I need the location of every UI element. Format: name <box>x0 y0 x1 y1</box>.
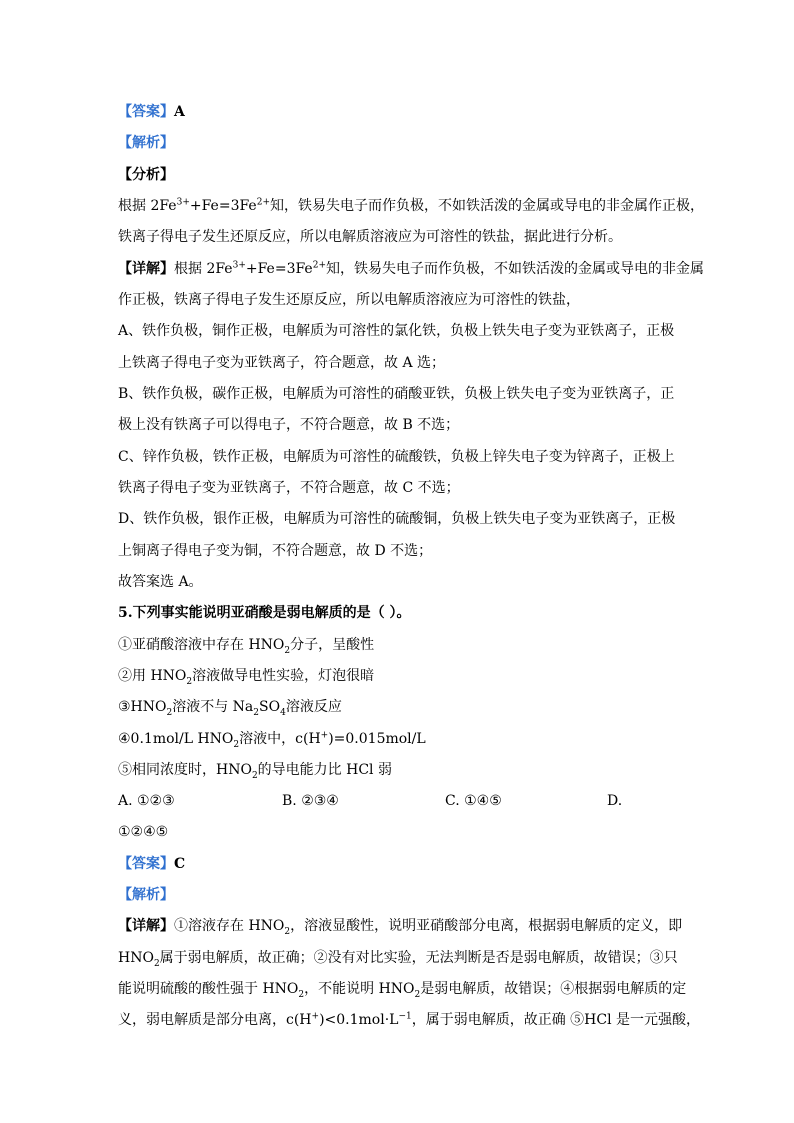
q5-stem: 5.下列事实能说明亚硝酸是弱电解质的是（ ）。 <box>118 605 411 621</box>
subscript: 2 <box>166 707 173 718</box>
text-fragment: 根据 2Fe <box>118 198 177 214</box>
subscript: 2 <box>414 989 421 1000</box>
answer-value: C <box>174 856 186 872</box>
text-fragment: +Fe=3Fe <box>245 261 313 277</box>
q5-statement-5 <box>118 761 392 779</box>
q4-fenxi-text-2: 铁离子得电子发生还原反应，所以电解质溶液应为可溶性的铁盐，据此进行分析。 <box>118 229 622 245</box>
q4-option-a-line-2: 上铁离子得电子变为亚铁离子，符合题意，故 A 选； <box>118 355 446 371</box>
q4-option-c-line-1: C、锌作负极，铁作正极，电解质为可溶性的硫酸铁，负极上锌失电子变为锌离子，正极上 <box>118 449 675 465</box>
q4-analysis-line <box>118 134 174 152</box>
text-fragment: ，属于弱电解质，故正确 ⑤HCl 是一元强酸， <box>411 1012 701 1028</box>
text-fragment: ①亚硝酸溶液中存在 HNO <box>118 637 285 653</box>
q4-detail-text-2: 作正极，铁离子得电子发生还原反应，所以电解质溶液应为可溶性的铁盐， <box>118 292 580 308</box>
q5-option-b: B. ②③④ <box>282 793 339 809</box>
text-fragment: ③HNO <box>118 699 167 715</box>
superscript: + <box>320 730 329 741</box>
analysis-tag: 【解析】 <box>118 887 174 903</box>
q4-detail-text-1 <box>118 260 704 278</box>
q5-option-d: D. <box>607 793 623 809</box>
subscript: 2 <box>251 770 258 781</box>
subscript: 4 <box>280 707 286 718</box>
text-fragment: 知，铁易失电子而作负极，不如铁活泼的金属或导电的非金属 <box>326 261 704 277</box>
q5-detail-text-4 <box>118 1011 700 1029</box>
q5-statement-3 <box>118 698 342 716</box>
text-fragment: 溶液不与 Na <box>172 699 254 715</box>
q4-option-d-line-2: 上铜离子得电子变为铜，不符合题意，故 D 不选； <box>118 543 433 559</box>
text-fragment: ①溶液存在 HNO <box>174 918 285 934</box>
subscript: 2 <box>284 926 291 937</box>
text-fragment: )=0.015mol/L <box>328 731 426 747</box>
q5-option-c: C. ①④⑤ <box>445 793 502 809</box>
text-fragment: +Fe=3Fe <box>189 198 257 214</box>
text-fragment: ②用 HNO <box>118 668 187 684</box>
fenxi-tag: 【分析】 <box>118 167 174 183</box>
q5-statement-2 <box>118 667 374 685</box>
text-fragment: )<0.1mol·L <box>319 1012 399 1028</box>
text-fragment: 溶液反应 <box>285 699 342 715</box>
text-fragment: 溶液做导电性实验，灯泡很暗 <box>192 668 375 684</box>
text-fragment: 知，铁易失电子而作负极，不如铁活泼的金属或导电的非金属作正极， <box>270 198 704 214</box>
text-fragment: 根据 2Fe <box>174 261 233 277</box>
text-fragment: 溶液中，c(H <box>239 731 321 747</box>
q5-detail-text-1 <box>118 917 682 935</box>
q4-option-a-line-1: A、铁作负极，铜作正极，电解质为可溶性的氯化铁，负极上铁失电子变为亚铁离子，正极 <box>118 323 675 339</box>
text-fragment: 义，弱电解质是部分电离，c(H <box>118 1012 312 1028</box>
subscript: 2 <box>298 989 305 1000</box>
answer-tag: 【答案】 <box>118 104 174 120</box>
answer-tag: 【答案】 <box>118 856 174 872</box>
q5-statement-4 <box>118 730 426 748</box>
q4-option-b-line-2: 极上没有铁离子可以得电子，不符合题意，故 B 不选； <box>118 417 460 433</box>
text-fragment: 是弱电解质，故错误；④根据弱电解质的定 <box>420 981 687 997</box>
superscript: −1 <box>398 1011 412 1022</box>
subscript: 2 <box>253 707 260 718</box>
detail-tag: 【详解】 <box>118 918 174 934</box>
q4-fenxi-text-1 <box>118 197 704 215</box>
text-fragment: ，溶液显酸性，说明亚硝酸部分电离，根据弱电解质的定义，即 <box>290 918 683 934</box>
q5-option-d-continued: ①②④⑤ <box>118 824 169 840</box>
text-fragment: ⑤相同浓度时，HNO <box>118 762 252 778</box>
subscript: 2 <box>153 958 160 969</box>
detail-tag: 【详解】 <box>118 261 174 277</box>
text-fragment: 属于弱电解质，故正确；②没有对比实验，无法判断是否是弱电解质，故错误；③只 <box>159 950 678 966</box>
text-fragment: 分子，呈酸性 <box>290 637 375 653</box>
q5-analysis-line <box>118 886 174 904</box>
answer-value: A <box>174 104 185 120</box>
subscript: 2 <box>284 645 291 656</box>
superscript: 3+ <box>176 197 190 208</box>
text-fragment: ④0.1mol/L HNO <box>118 731 234 747</box>
q5-statement-1 <box>118 636 374 654</box>
subscript: 2 <box>233 739 240 750</box>
superscript: 2+ <box>256 197 270 208</box>
text-fragment: 能说明硫酸的酸性强于 HNO <box>118 981 299 997</box>
text-fragment: ，不能说明 HNO <box>304 981 415 997</box>
text-fragment: SO <box>259 699 281 715</box>
superscript: + <box>311 1011 320 1022</box>
subscript: 2 <box>186 676 193 687</box>
text-fragment: 的导电能力比 HCl 弱 <box>257 762 392 778</box>
superscript: 3+ <box>232 260 246 271</box>
q4-fenxi-line <box>118 166 174 184</box>
q5-answer-line <box>118 855 185 873</box>
q4-answer-line <box>118 103 185 121</box>
q4-conclusion: 故答案选 A。 <box>118 574 203 590</box>
superscript: 2+ <box>312 260 326 271</box>
q4-option-b-line-1: B、铁作负极，碳作正极，电解质为可溶性的硝酸亚铁，负极上铁失电子变为亚铁离子，正 <box>118 386 675 402</box>
text-fragment: HNO <box>118 950 154 966</box>
q5-detail-text-2 <box>118 949 678 967</box>
q5-detail-text-3 <box>118 980 686 998</box>
analysis-tag: 【解析】 <box>118 135 174 151</box>
q4-option-c-line-2: 铁离子得电子变为亚铁离子，不符合题意，故 C 不选； <box>118 480 460 496</box>
q5-option-a: A. ①②③ <box>118 793 175 809</box>
q4-option-d-line-1: D、铁作负极，银作正极，电解质为可溶性的硫酸铜，负极上铁失电子变为亚铁离子，正极 <box>118 511 676 527</box>
